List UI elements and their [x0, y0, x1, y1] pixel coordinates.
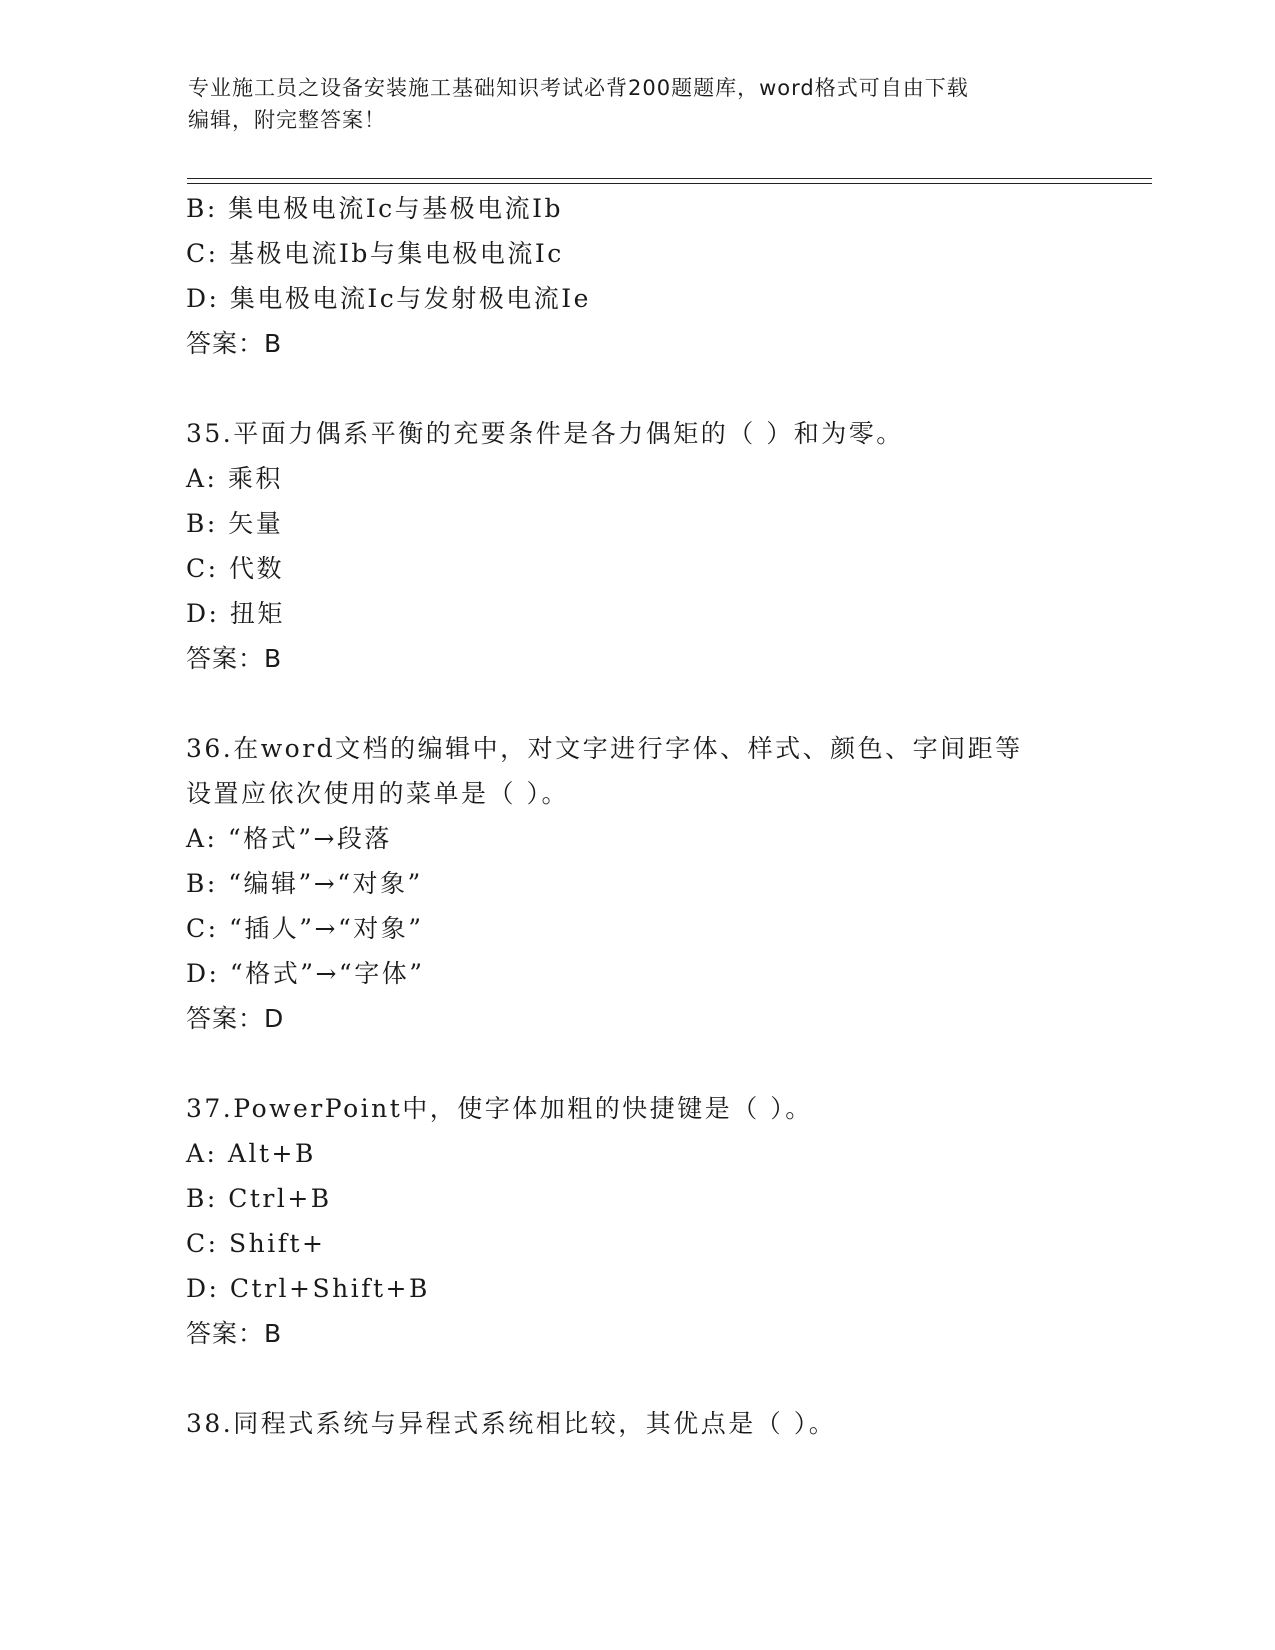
q35-option-c: C: 代数 — [186, 554, 284, 583]
q34-option-b: B: 集电极电流Ic与基极电流Ib — [186, 194, 563, 223]
header-title-line-1: 专业施工员之设备安装施工基础知识考试必背200题题库，word格式可自由下载 — [188, 76, 969, 100]
q36-option-c: C: “插人”→“对象” — [186, 914, 424, 943]
q36-question-line-1: 36.在word文档的编辑中，对文字进行字体、样式、颜色、字间距等 — [186, 734, 1023, 763]
q35-option-b: B: 矢量 — [186, 509, 284, 538]
q37-question: 37.PowerPoint中，使字体加粗的快捷键是（ ）。 — [186, 1094, 813, 1123]
header-divider-bottom — [187, 183, 1152, 184]
document-header — [188, 72, 1088, 136]
q36-answer: 答案：D — [186, 1004, 285, 1033]
q36-option-b: B: “编辑”→“对象” — [186, 869, 423, 898]
header-title-line-2: 编辑，附完整答案！ — [188, 108, 386, 132]
q35-option-a: A: 乘积 — [186, 464, 283, 493]
q37-answer: 答案：B — [186, 1319, 283, 1348]
q35-answer: 答案：B — [186, 644, 283, 673]
q34-option-c: C: 基极电流Ib与集电极电流Ic — [186, 239, 564, 268]
q37-option-b: B: Ctrl+B — [186, 1184, 332, 1213]
q35-question: 35.平面力偶系平衡的充要条件是各力偶矩的（ ）和为零。 — [186, 419, 904, 448]
q37-option-d: D: Ctrl+Shift+B — [186, 1274, 430, 1303]
q34-answer: 答案：B — [186, 329, 283, 358]
q34-option-d: D: 集电极电流Ic与发射极电流Ie — [186, 284, 591, 313]
header-divider-top — [187, 178, 1152, 179]
q36-option-d: D: “格式”→“字体” — [186, 959, 425, 988]
q37-option-a: A: Alt+B — [186, 1139, 316, 1168]
q37-option-c: C: Shift+ — [186, 1229, 326, 1258]
q36-option-a: A: “格式”→段落 — [186, 824, 392, 853]
q35-option-d: D: 扭矩 — [186, 599, 285, 628]
q38-question: 38.同程式系统与异程式系统相比较，其优点是（ ）。 — [186, 1409, 837, 1438]
q36-question-line-2: 设置应依次使用的菜单是（ ）。 — [186, 779, 569, 808]
